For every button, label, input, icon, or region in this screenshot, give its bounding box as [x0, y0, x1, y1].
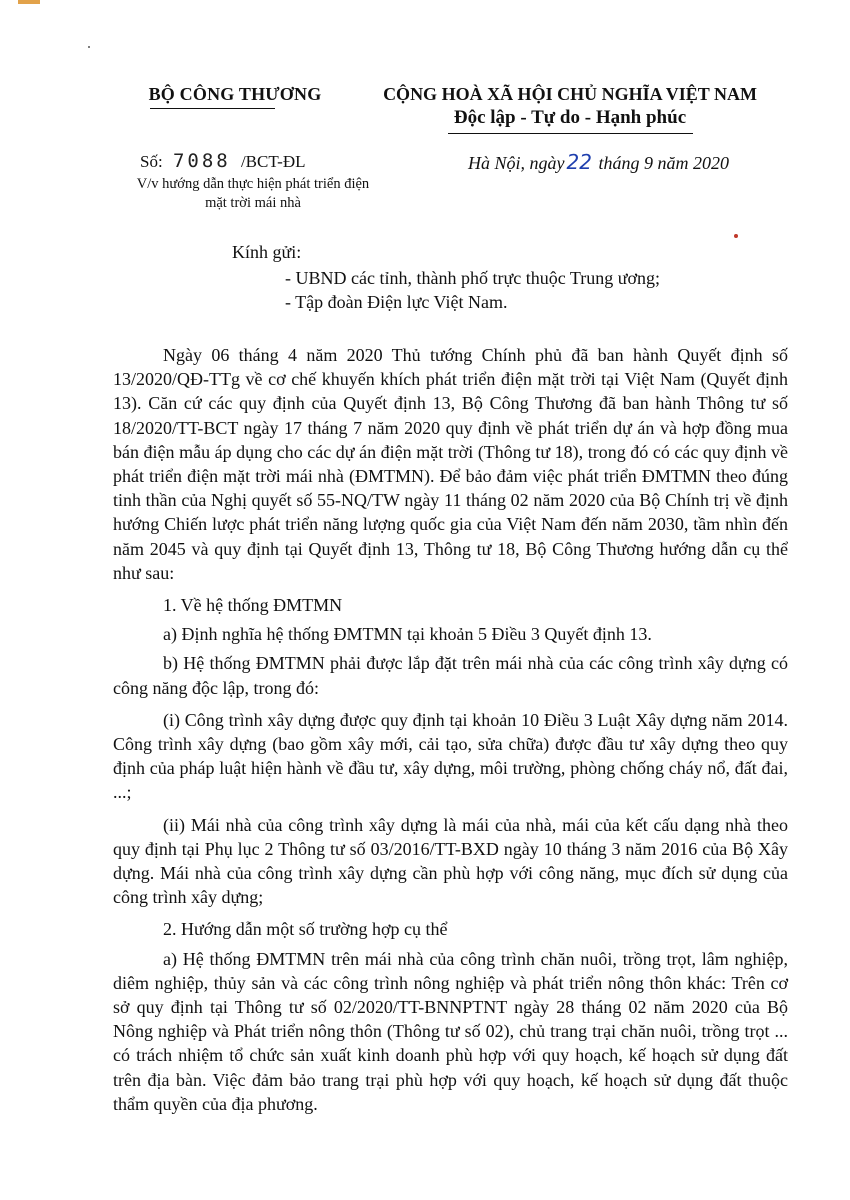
- red-ink-dot: [734, 234, 738, 238]
- body-paragraph: Ngày 06 tháng 4 năm 2020 Thủ tướng Chính phủ đã ban hành Quyết định số 13/2020/QĐ-TTg về cơ chế khuyến khích phát triển điện mặt trời tại Việt Nam (Quyết định 13). Căn cứ các quy định của Quyết định 13, Bộ Công Thương đã ban hành Thông tư số 18/2020/TT-BCT ngày 17 tháng 7 năm 2020 quy định về phát triển dự án và hợp đồng mua bán điện mẫu áp dụng cho các dự án điện mặt trời (Thông tư 18), trong đó có các quy định về phát triển điện mặt trời mái nhà (ĐMTMN). Để bảo đảm việc phát triển ĐMTMN theo đúng tinh thần của Nghị quyết số 55-NQ/TW ngày 11 tháng 02 năm 2020 của Bộ Chính trị về định hướng Chiến lược phát triển năng lượng quốc gia của Việt Nam đến năm 2030, tầm nhìn đến năm 2045 và quy định tại Quyết định 13, Thông tư 18, Bộ Công Thương hướng dẫn cụ thể như sau:: [113, 345, 788, 583]
- document-number: [140, 150, 306, 172]
- scan-speck: [88, 46, 90, 48]
- date-prefix: Hà Nội, ngày: [468, 153, 565, 173]
- national-motto: Độc lập - Tự do - Hạnh phúc: [453, 107, 687, 128]
- section-heading: 2. Hướng dẫn một số trường hợp cụ thể: [163, 919, 448, 940]
- body-paragraph: a) Hệ thống ĐMTMN trên mái nhà của công trình chăn nuôi, trồng trọt, lâm nghiệp, diêm nghiệp, thủy sản và các công trình nông nghiệp và phát triển nông thôn khác: Trên cơ sở quy định tại Thông tư số 02/2020/TT-BNNPTNT ngày 28 tháng 02 năm 2020 của Bộ Nông nghiệp và Phát triển nông thôn (Thông tư số 02), chủ trang trại chăn nuôi, trồng trọt ... có trách nhiệm tổ chức sản xuất kinh doanh phù hợp với quy hoạch, kế hoạch sử dụng đất trên địa bàn. Việc đảm bảo trang trại phù hợp với quy hoạch, kế hoạch sử dụng đất thuộc thẩm quyền của địa phương.: [113, 948, 788, 1114]
- document-subject: V/v hướng dẫn thực hiện phát triển điện mặt trời mái nhà: [136, 176, 370, 211]
- motto-underline: [448, 133, 693, 134]
- document-number-prefix: Số:: [140, 152, 163, 171]
- document-number-suffix: /BCT-ĐL: [240, 152, 306, 171]
- body-paragraph: (i) Công trình xây dựng được quy định tại khoản 10 Điều 3 Luật Xây dựng năm 2014. Công trình xây dựng (bao gồm xây mới, cải tạo, sửa chữa) được đầu tư xây dựng theo quy định của pháp luật hiện hành về đầu tư, xây dựng, môi trường, phòng chống cháy nổ, đất đai, ...;: [113, 709, 788, 803]
- date-suffix: tháng 9 năm 2020: [598, 153, 729, 173]
- issuing-agency: BỘ CÔNG THƯƠNG: [148, 84, 322, 104]
- date-day-handwritten: 22: [566, 150, 592, 174]
- section-heading: 1. Về hệ thống ĐMTMN: [163, 595, 343, 616]
- document-number-handwritten: 7088: [172, 150, 231, 172]
- document-body: [113, 343, 788, 1124]
- body-paragraph: a) Định nghĩa hệ thống ĐMTMN tại khoản 5 Điều 3 Quyết định 13.: [163, 624, 652, 645]
- recipient-item: - Tập đoàn Điện lực Việt Nam.: [285, 292, 508, 312]
- agency-underline: [150, 108, 275, 109]
- national-title: CỘNG HOÀ XÃ HỘI CHỦ NGHĨA VIỆT NAM: [383, 84, 757, 104]
- recipient-item: - UBND các tỉnh, thành phố trực thuộc Trung ương;: [285, 268, 660, 288]
- body-paragraph: (ii) Mái nhà của công trình xây dựng là mái của nhà, mái của kết cấu dạng nhà theo quy định tại Phụ lục 2 Thông tư số 03/2016/TT-BXD ngày 10 tháng 3 năm 2016 của Bộ Xây dựng. Mái nhà của công trình xây dựng cần phù hợp với công năng, mục đích sử dụng của công trình xây dựng;: [113, 814, 788, 908]
- salutation: Kính gửi:: [232, 242, 302, 262]
- body-paragraph: b) Hệ thống ĐMTMN phải được lắp đặt trên mái nhà của các công trình xây dựng có công năng độc lập, trong đó:: [113, 653, 788, 698]
- issue-date: [468, 150, 729, 174]
- scan-edge-mark: [18, 0, 40, 4]
